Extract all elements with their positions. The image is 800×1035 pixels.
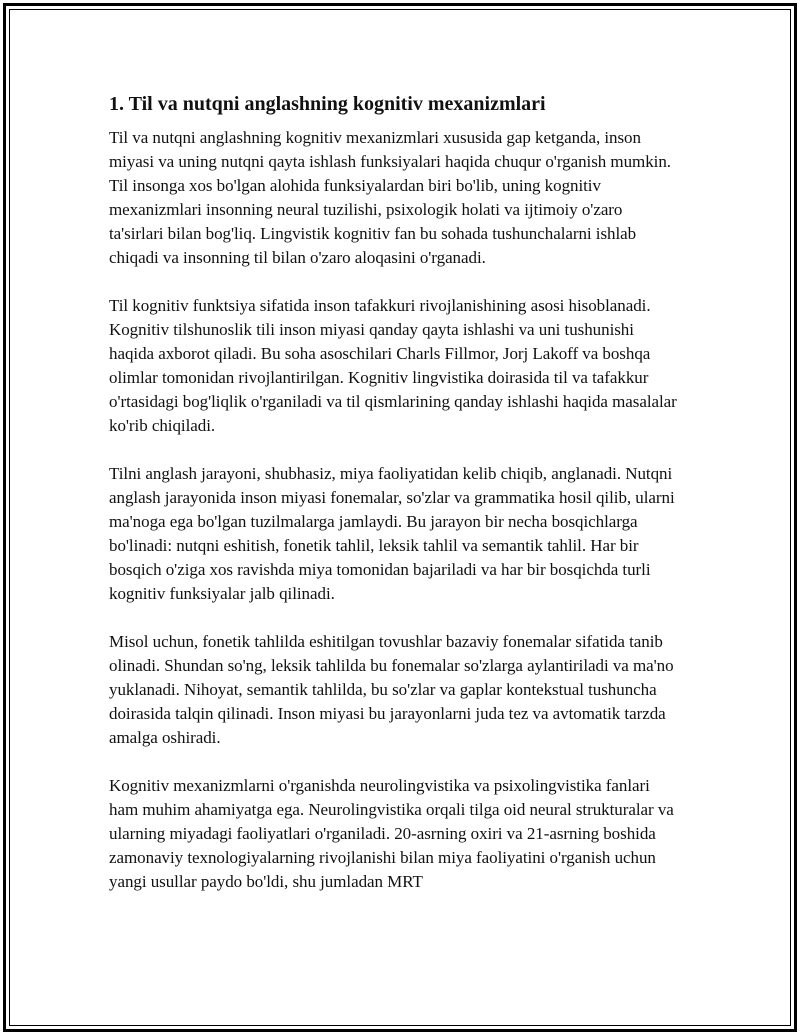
paragraph-2: Til kognitiv funktsiya sifatida inson tafakkuri rivojlanishining asosi hisoblanadi. Kognitiv tilshunoslik tili inson miyasi qanday qayta ishlashi va uni tushunishi haqida axborot qiladi. Bu soha asoschilari Charls Fillmor, Jorj Lakoff va boshqa olimlar tomonidan rivojlantirilgan. Kognitiv lingvistika doirasida til va tafakkur o'rtasidagi bog'liqlik o'rganiladi va til qismlarining qanday ishlashi haqida masalalar ko'rib chiqiladi. bbox=[109, 296, 677, 435]
document-body bbox=[109, 92, 679, 894]
paragraph-5: Kognitiv mexanizmlarni o'rganishda neurolingvistika va psixolingvistika fanlari ham muhim ahamiyatga ega. Neurolingvistika orqali tilga oid neural strukturalar va ularning miyadagi faoliyatlari o'rganiladi. 20-asrning oxiri va 21-asrning boshida zamonaviy texnologiyalarning rivojlanishi bilan miya faoliyatini o'rganish uchun yangi usullar paydo bo'ldi, shu jumladan MRT bbox=[109, 776, 674, 891]
section-heading: 1. Til va nutqni anglashning kognitiv mexanizmlari bbox=[109, 93, 546, 115]
paragraph-4: Misol uchun, fonetik tahlilda eshitilgan tovushlar bazaviy fonemalar sifatida tanib olinadi. Shundan so'ng, leksik tahlilda bu fonemalar so'zlarga aylantiriladi va ma'no yuklanadi. Nihoyat, semantik tahlilda, bu so'zlar va gaplar kontekstual tushuncha doirasida talqin qilinadi. Inson miyasi bu jarayonlarni juda tez va avtomatik tarzda amalga oshiradi. bbox=[109, 632, 674, 747]
paragraph-3: Tilni anglash jarayoni, shubhasiz, miya faoliyatidan kelib chiqib, anglanadi. Nutqni anglash jarayonida inson miyasi fonemalar, so'zlar va grammatika hosil qilib, ularni ma'noga ega bo'lgan tuzilmalarga jamlaydi. Bu jarayon bir necha bosqichlarga bo'linadi: nutqni eshitish, fonetik tahlil, leksik tahlil va semantik tahlil. Har bir bosqich o'ziga xos ravishda miya tomonidan bajariladi va har bir bosqichda turli kognitiv funksiyalar jalb qilinadi. bbox=[109, 464, 675, 603]
paragraph-1: Til va nutqni anglashning kognitiv mexanizmlari xususida gap ketganda, inson miyasi va uning nutqni qayta ishlash funksiyalari haqida chuqur o'rganish mumkin. Til insonga xos bo'lgan alohida funksiyalardan biri bo'lib, uning kognitiv mexanizmlari insonning neural tuzilishi, psixologik holati va ijtimoiy o'zaro ta'sirlari bilan bog'liq. Lingvistik kognitiv fan bu sohada tushunchalarni ishlab chiqadi va insonning til bilan o'zaro aloqasini o'rganadi. bbox=[109, 128, 671, 267]
